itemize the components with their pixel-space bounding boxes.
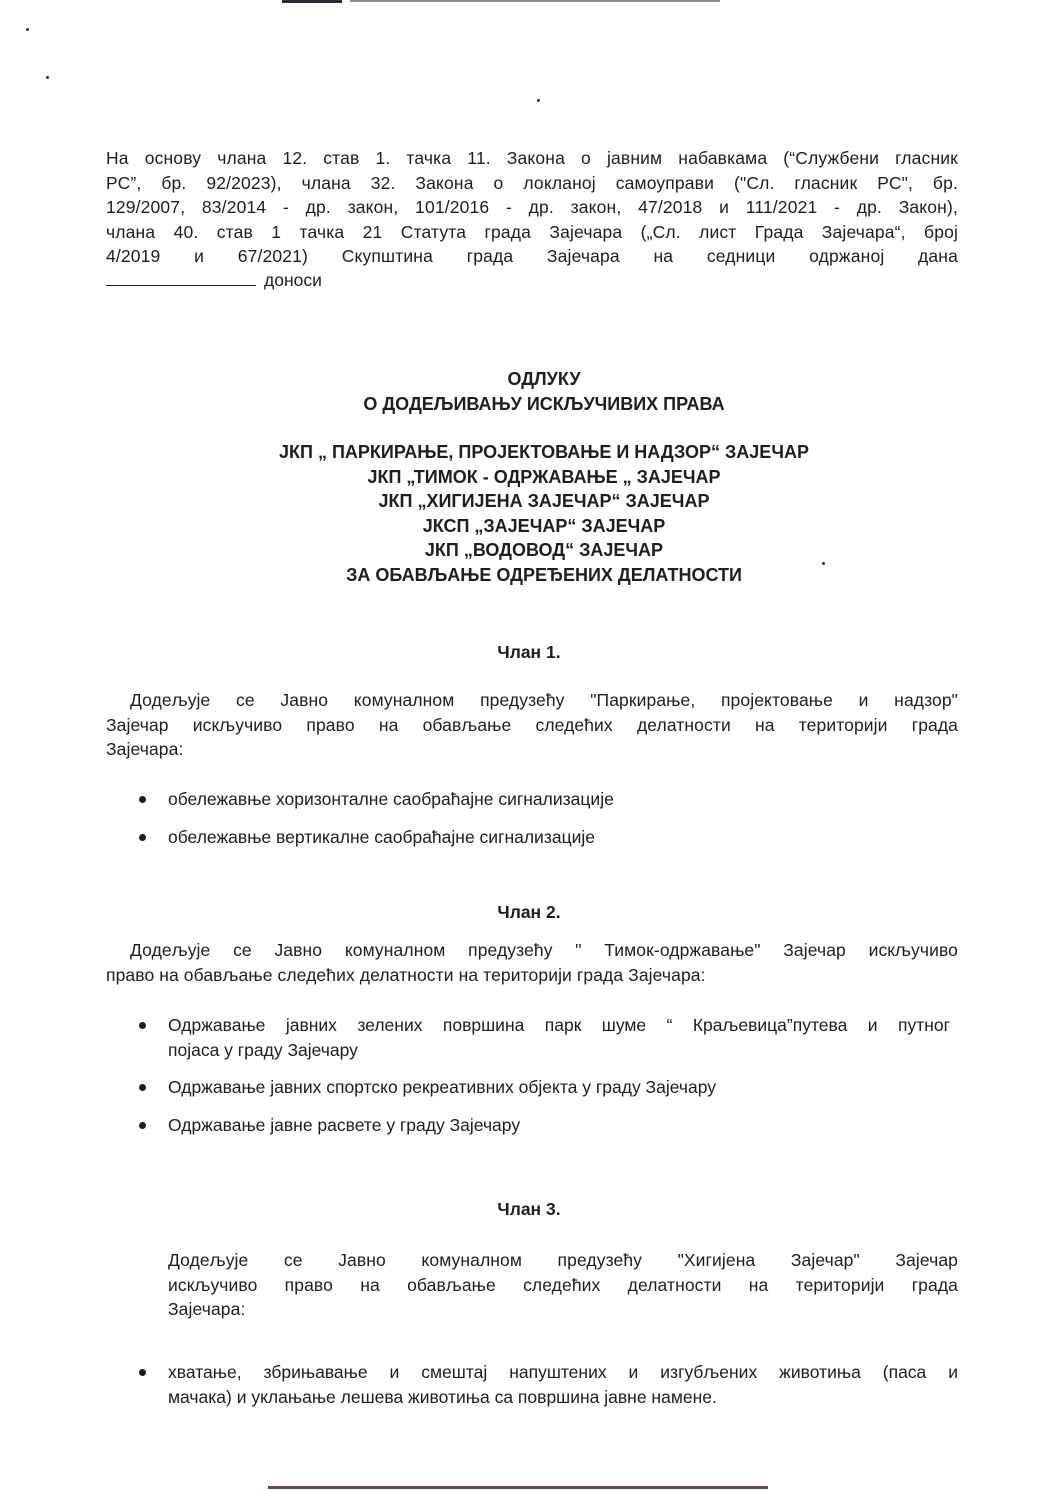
article-heading: Члан 1. — [497, 642, 561, 662]
list-item — [168, 1360, 958, 1409]
paragraph-line: Зајечар искључиво право на обављање следећих делатности на територији града — [106, 714, 958, 735]
list-item-text: појаса у граду Зајечару — [168, 1039, 358, 1060]
article-paragraph — [168, 1248, 958, 1322]
paragraph-line: Додељује се Јавно комуналном предузећу "Хигијена Зајечар" Зајечар — [168, 1250, 958, 1270]
document-title — [15, 367, 1058, 417]
list-item-text: Одржавање јавне расвете у граду Зајечару — [168, 1115, 521, 1135]
title-line: О ДОДЕЉИВАЊУ ИСКЉУЧИВИХ ПРАВА — [363, 394, 725, 414]
article-paragraph — [106, 688, 958, 762]
list-item — [168, 1013, 950, 1062]
paragraph-line: Зајечара: — [106, 739, 184, 759]
list-item-text: Одржавање јавних зелених површина парк шуме “ Краљевица”путева и путног — [168, 1015, 950, 1035]
paragraph-line: Додељује се Јавно комуналном предузећу " Тимок-одржавање" Зајечар искључиво — [130, 940, 958, 960]
paragraph-line: право на обављање следећих делатности на територији града Зајечара: — [106, 964, 706, 985]
list-item — [168, 1075, 948, 1100]
list-item — [168, 825, 948, 850]
list-item-text: хватање, збрињавање и смештај напуштених и изгубљених животиња (паса и — [168, 1362, 958, 1382]
bullet-icon — [139, 1122, 146, 1129]
subtitle-line: ЗА ОБАВЉАЊЕ ОДРЕЂЕНИХ ДЕЛАТНОСТИ — [346, 564, 742, 585]
bullet-icon — [139, 1022, 146, 1029]
paragraph-line: Зајечара: — [168, 1299, 246, 1319]
subtitle-line: ЈКСП „ЗАЈЕЧАР“ ЗАЈЕЧАР — [422, 515, 666, 536]
bullet-icon — [139, 834, 146, 841]
scan-speck — [537, 99, 540, 102]
intro-paragraph — [106, 146, 958, 269]
intro-line: РС”, бр. 92/2023), члана 32. Закона о локланој самоуправи ("Сл. гласник РС", бр. — [106, 172, 958, 193]
subtitle-line: ЈКП „ТИМОК - ОДРЖАВАЊЕ „ ЗАЈЕЧАР — [367, 466, 721, 487]
article-heading: Члан 3. — [497, 1199, 561, 1219]
scan-mark — [282, 0, 342, 3]
paragraph-line: Додељује се Јавно комуналном предузећу "Паркирање, пројектовање и надзор" — [130, 690, 958, 710]
bullet-icon — [139, 1369, 146, 1376]
list-item-text: мачака) и уклањање лешева животиња са површина јавне намене. — [168, 1386, 717, 1407]
article-heading: Члан 2. — [497, 902, 561, 922]
scan-mark — [350, 0, 720, 2]
list-item-text: Одржавање јавних спортско рекреативних објекта у граду Зајечару — [168, 1077, 717, 1097]
list-item — [168, 1113, 948, 1138]
subtitle-line: ЈКП „ВОДОВОД“ ЗАЈЕЧАР — [424, 540, 664, 561]
bullet-icon — [139, 796, 146, 803]
intro-line: 129/2007, 83/2014 - др. закон, 101/2016 - др. закон, 47/2018 и 111/2021 - др. Закон), — [106, 197, 958, 217]
intro-closing: доноси — [264, 270, 322, 290]
intro-line: 4/2019 и 67/2021) Скупштина града Зајечара на седници одржаној дана — [106, 246, 958, 266]
scan-speck — [26, 28, 29, 31]
paragraph-line: искључиво право на обављање следећих делатности на територији града — [168, 1274, 958, 1295]
intro-line: На основу члана 12. став 1. тачка 11. Закона о јавним набавкама (“Службени гласник — [106, 148, 958, 168]
bullet-icon — [139, 1084, 146, 1091]
scan-mark — [268, 1486, 768, 1489]
intro-line: члана 40. став 1 тачка 21 Статута града Зајечара („Сл. лист Града Зајечара“, број — [106, 221, 958, 242]
document-subtitle — [15, 440, 1058, 588]
date-blank-line — [106, 268, 256, 286]
intro-closing-line — [106, 268, 322, 293]
list-item-text: обележавње вертикалне саобраћајне сигнализације — [168, 827, 596, 847]
list-item-text: обележавње хоризонталне саобраћајне сигнализације — [168, 789, 614, 809]
scan-speck — [46, 76, 49, 79]
subtitle-line: ЈКП „ ПАРКИРАЊЕ, ПРОЈЕКТОВАЊЕ И НАДЗОР“ ЗАЈЕЧАР — [279, 442, 809, 462]
list-item — [168, 787, 948, 812]
title-line: ОДЛУКУ — [507, 369, 581, 389]
subtitle-line: ЈКП „ХИГИЈЕНА ЗАЈЕЧАР“ ЗАЈЕЧАР — [378, 491, 710, 512]
article-paragraph — [106, 938, 958, 987]
